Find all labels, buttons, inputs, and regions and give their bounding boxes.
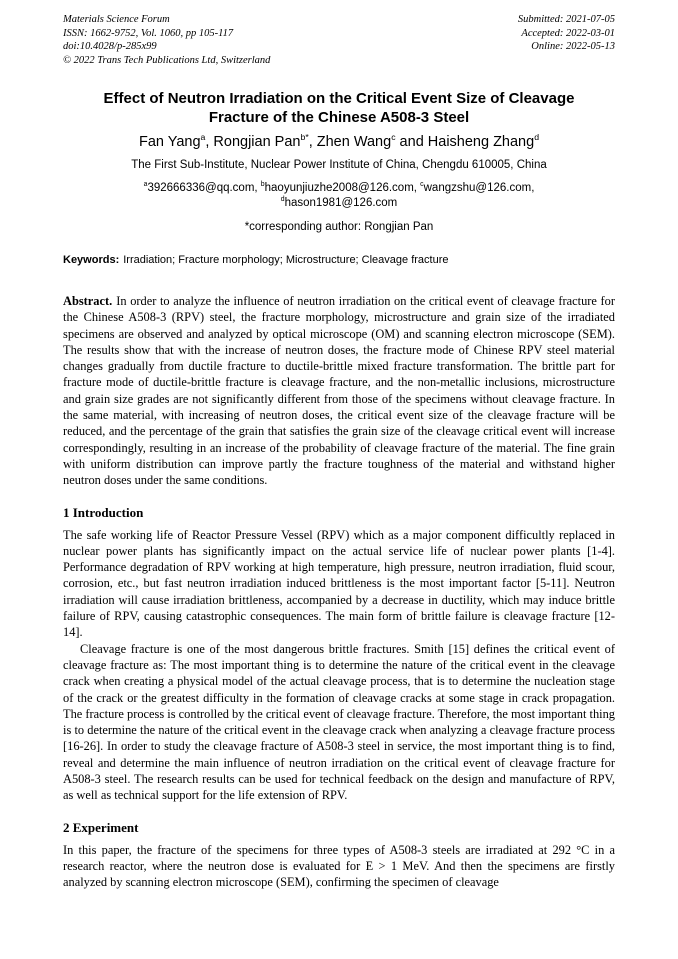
journal-header <box>63 13 615 67</box>
affiliation-line: The First Sub-Institute, Nuclear Power Institute of China, Chengdu 610005, China <box>131 159 547 171</box>
text-segment: , Zhen Wang <box>308 134 392 150</box>
superscript-label: a <box>143 181 148 189</box>
abstract-paragraph <box>63 293 615 489</box>
keywords-text: Irradiation; Fracture morphology; Microstructure; Cleavage fracture <box>123 254 449 266</box>
journal-name: Materials Science Forum <box>63 14 170 25</box>
submitted-date: Submitted: 2021-07-05 <box>517 14 615 25</box>
authors-line <box>63 133 615 152</box>
submission-dates <box>518 13 615 54</box>
email-line-2 <box>63 196 615 211</box>
paper-title-line-2: Fracture of the Chinese A508-3 Steel <box>208 109 470 126</box>
accepted-date: Accepted: 2022-03-01 <box>521 27 615 39</box>
journal-doi: doi:10.4028/p-285x99 <box>63 41 157 52</box>
superscript-label: d <box>534 132 540 143</box>
superscript-label: a <box>200 132 206 143</box>
paper-title-line-1: Effect of Neutron Irradiation on the Critical Event Size of Cleavage <box>103 90 575 107</box>
superscript-label: b <box>260 181 265 189</box>
superscript-label: c <box>391 132 396 143</box>
text-segment: , Rongjian Pan <box>205 134 301 150</box>
journal-issn-volume: ISSN: 1662-9752, Vol. 1060, pp 105-117 <box>63 27 234 39</box>
superscript-label: b* <box>300 132 309 143</box>
experiment-paragraph-1: In this paper, the fracture of the specimens for three types of A508-3 steels are irradiated at 292 °C in a research reactor, where the neutron dose is evaluated for E > 1 MeV. And then the specimens are firstly analyzed by scanning electron microscope (SEM), confirming the specimen of cleavage <box>63 842 615 890</box>
emails-block <box>63 181 615 211</box>
text-segment: wangzshu@126.com, <box>423 182 535 194</box>
introduction-paragraph-1: The safe working life of Reactor Pressure Vessel (RPV) which as a major component difficultly replaced in nuclear power plants has significantly impact on the actual service life of nuclear power plants [1-4]. Performance degradation of RPV working at high temperature, high pressure, neutron irradiation, fluid scour, corrosion, etc., but fast neutron irradiation induced brittleness is the most important factor [5-11]. Neutron irradiation will cause irradiation brittleness, accompanied by a decrease in ductility, which may induce brittle failure of RPV, causing catastrophic consequences. The main form of brittle failure is cleavage fracture [12-14]. <box>63 527 615 640</box>
journal-copyright: © 2022 Trans Tech Publications Ltd, Switzerland <box>63 54 271 66</box>
abstract-text: In order to analyze the influence of neutron irradiation on the critical event of cleavage fracture for the Chinese A508-3 (RPV) steel, the fracture morphology, microstructure and grain size of the irradiated specimens are observed and analyzed by optical microscope (OM) and scanning electron microscope (SEM). The results show that with the increase of neutron doses, the fracture mode of Chinese RPV steel material changes gradually from ductile fracture to ductile-brittle mixed fracture transformation. The brittle part for fracture mode of ductile-brittle fracture is cleavage fracture, and the non-metallic inclusions, microstructure and grain size grades are not significantly different from those of the specimens without cleavage fracture. In the same material, with increasing of neutron doses, the critical event size of the cleavage fracture will be reduced, and the percentage of the grain that satisfies the grain size of the cleavage critical event will increase correspondingly, resulting in an increase of the probability of cleavage fracture of the material. The fine grain with uniform distribution can improve partly the fracture toughness of the material and withstand higher neutron doses under the same conditions. <box>63 294 615 488</box>
text-segment: and Haisheng Zhang <box>395 134 535 150</box>
superscript-label: d <box>280 196 285 204</box>
corresponding-author-note: *corresponding author: Rongjian Pan <box>244 221 434 233</box>
keywords-line <box>63 253 615 268</box>
section-heading-experiment: 2 Experiment <box>63 819 139 835</box>
online-date: Online: 2022-05-13 <box>531 41 615 52</box>
journal-info <box>63 13 270 67</box>
text-segment: 392666336@qq.com, <box>147 182 261 194</box>
text-segment: haoyunjiuzhe2008@126.com, <box>264 182 421 194</box>
superscript-label: c <box>420 181 424 189</box>
text-segment: hason1981@126.com <box>284 197 398 209</box>
keywords-label: Keywords: <box>63 254 120 266</box>
abstract-label: Abstract. <box>63 294 113 308</box>
paper-title <box>63 89 615 127</box>
section-heading-introduction: 1 Introduction <box>63 504 144 520</box>
text-segment: Fan Yang <box>138 134 201 150</box>
email-line-1 <box>63 181 615 196</box>
introduction-paragraph-2: Cleavage fracture is one of the most dangerous brittle fractures. Smith [15] defines the critical event of cleavage fracture as: The most important thing is to determine the nature of the critical event in the cleavage crack when creating a physical model of the actual cleavage process, that is to determine the nucleation stage of the crack or the greatest difficulty in the formation of cleavage cracks at some stage in crack propagation. The fracture process is controlled by the critical event of cleavage fracture. Therefore, the most important thing is to determine the nature of the critical event in the cleavage crack when analyzing a cleavage fracture process [16-26]. In order to study the cleavage fracture of A508-3 steel in service, the most important thing is to find, reveal and determine the main influence of neutron irradiation on the critical event of cleavage fracture for A508-3 steel. The research results can be used for technical feedback on the design and manufacture of RPV, as well as technical support for the life extension of RPV. <box>63 641 615 803</box>
